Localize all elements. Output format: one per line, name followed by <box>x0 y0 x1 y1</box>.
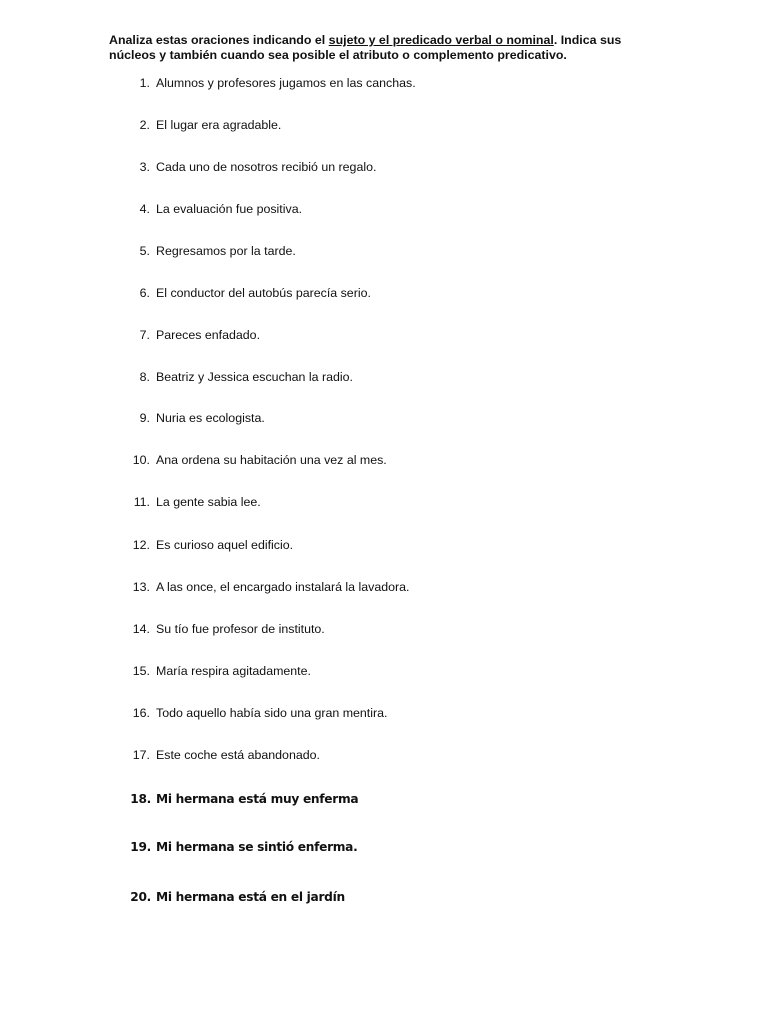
sentence-number: 4. <box>139 202 150 216</box>
instructions-text-start: Analiza estas oraciones indicando el <box>109 33 329 47</box>
sentence-text: Ana ordena su habitación una vez al mes. <box>156 453 387 467</box>
sentence-number: 12. <box>132 538 150 552</box>
sentence-item-14 <box>0 619 768 639</box>
instructions-underlined-text: sujeto y el predicado verbal o nominal <box>328 33 554 47</box>
sentence-text: Mi hermana se sintió enferma. <box>156 840 358 854</box>
sentence-number: 14. <box>132 622 150 636</box>
sentence-item-8 <box>0 367 768 387</box>
sentence-text: Es curioso aquel edificio. <box>156 538 294 552</box>
sentence-item-12 <box>0 535 768 555</box>
sentence-number: 20. <box>130 890 151 904</box>
sentence-number: 1. <box>139 76 150 90</box>
sentence-text: El lugar era agradable. <box>156 118 282 132</box>
sentence-number: 13. <box>132 580 150 594</box>
sentence-text: Mi hermana está muy enferma <box>156 792 359 806</box>
sentence-number: 7. <box>139 328 150 342</box>
sentence-number: 3. <box>139 160 150 174</box>
sentence-text: Beatriz y Jessica escuchan la radio. <box>156 370 353 384</box>
sentence-item-1 <box>0 73 768 93</box>
sentence-number: 16. <box>132 706 150 720</box>
sentence-number: 19. <box>130 840 151 854</box>
sentence-item-15 <box>0 661 768 681</box>
sentence-number: 18. <box>130 792 151 806</box>
sentence-item-9 <box>0 408 768 428</box>
sentence-item-18 <box>0 789 768 809</box>
sentence-number: 15. <box>132 664 150 678</box>
sentence-text: Este coche está abandonado. <box>156 748 320 762</box>
sentence-item-4 <box>0 199 768 219</box>
sentence-text: Nuria es ecologista. <box>156 411 265 425</box>
sentence-number: 5. <box>139 244 150 258</box>
sentence-text: Regresamos por la tarde. <box>156 244 296 258</box>
sentence-text: Alumnos y profesores jugamos en las canchas. <box>156 76 416 90</box>
sentence-item-6 <box>0 283 768 303</box>
sentence-item-10 <box>0 450 768 470</box>
sentence-text: Todo aquello había sido una gran mentira. <box>156 706 388 720</box>
instructions-heading <box>109 33 669 62</box>
sentence-text: Pareces enfadado. <box>156 328 261 342</box>
sentence-text: La gente sabia lee. <box>156 495 261 509</box>
sentence-text: Mi hermana está en el jardín <box>156 890 345 904</box>
sentence-item-3 <box>0 157 768 177</box>
sentence-text: La evaluación fue positiva. <box>156 202 303 216</box>
sentence-item-11 <box>0 492 768 512</box>
sentence-text: Cada uno de nosotros recibió un regalo. <box>156 160 377 174</box>
sentence-item-20 <box>0 887 768 907</box>
sentence-text: Su tío fue profesor de instituto. <box>156 622 325 636</box>
sentence-number: 9. <box>139 411 150 425</box>
sentence-item-2 <box>0 115 768 135</box>
sentence-text: A las once, el encargado instalará la lavadora. <box>156 580 410 594</box>
sentence-item-19 <box>0 837 768 857</box>
sentence-item-16 <box>0 703 768 723</box>
instructions-text-end: . Indica sus núcleos y también cuando sea posible el atributo o complemento predicativo. <box>109 33 622 62</box>
sentence-number: 17. <box>132 748 150 762</box>
sentence-number: 8. <box>139 370 150 384</box>
sentence-number: 6. <box>139 286 150 300</box>
sentence-item-5 <box>0 241 768 261</box>
sentence-number: 2. <box>139 118 150 132</box>
sentence-item-7 <box>0 325 768 345</box>
sentence-item-13 <box>0 577 768 597</box>
sentence-text: María respira agitadamente. <box>156 664 311 678</box>
sentence-text: El conductor del autobús parecía serio. <box>156 286 371 300</box>
sentence-item-17 <box>0 745 768 765</box>
sentence-number: 11. <box>133 495 150 509</box>
sentence-number: 10. <box>132 453 150 467</box>
